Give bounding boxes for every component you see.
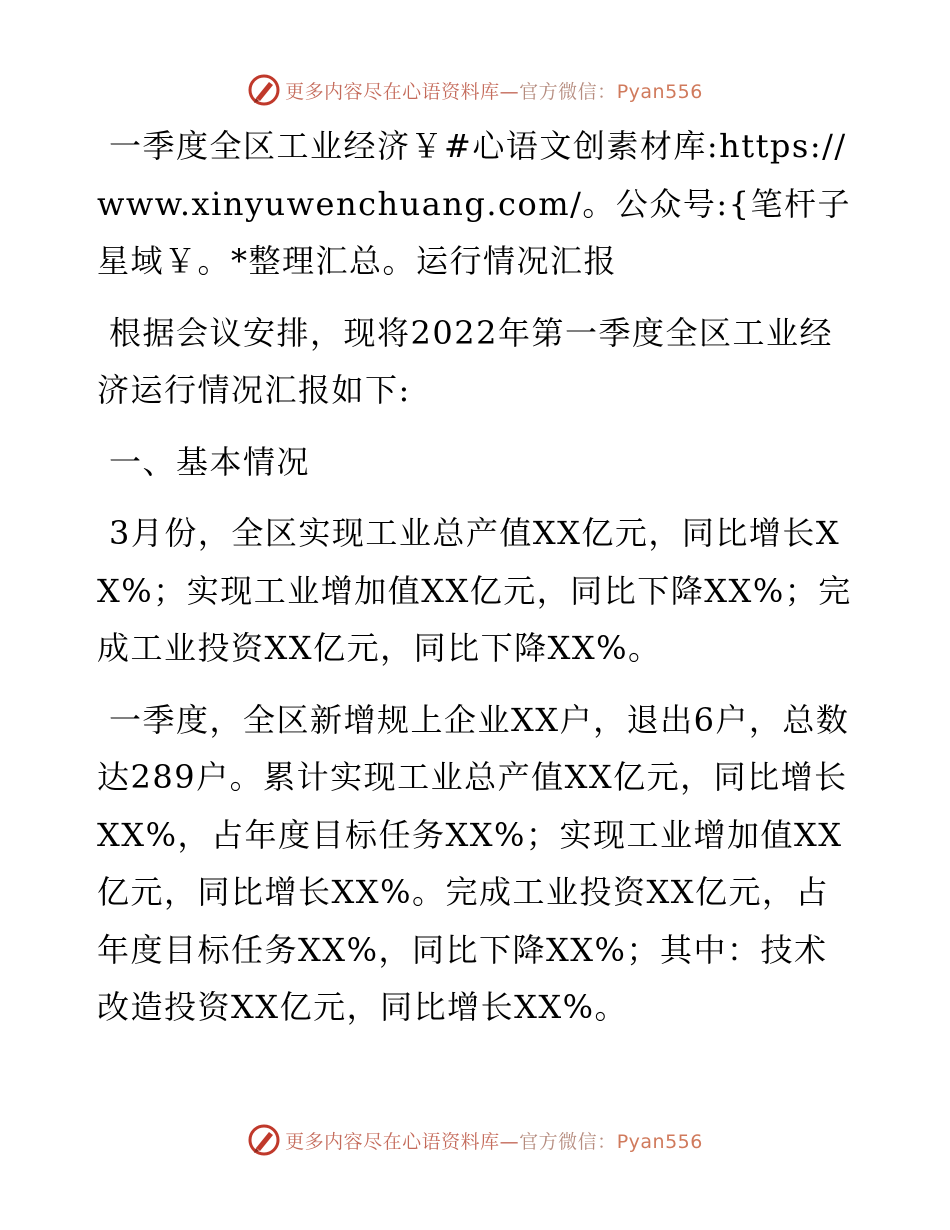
intro-paragraph: 根据会议安排，现将2022年第一季度全区工业经济运行情况汇报如下: bbox=[97, 313, 833, 409]
watermark-separator: — bbox=[499, 80, 520, 103]
pen-logo-icon bbox=[247, 73, 281, 107]
q1-summary-paragraph: 一季度，全区新增规上企业XX户，退出6户，总数达289户。累计实现工业总产值XX亿元，同比增长XX%，占年度目标任务XX%；实现工业增加值XX亿元，同比增长XX%。完成工业投资XX亿元，占年度目标任务XX%，同比下降XX%；其中：技术改造投资XX亿元，同比增长XX%。 bbox=[97, 700, 850, 1026]
march-summary-paragraph: 3月份，全区实现工业总产值XX亿元，同比增长XX%；实现工业增加值XX亿元，同比下降XX%；完成工业投资XX亿元，同比下降XX%。 bbox=[97, 514, 852, 667]
watermark-main: 更多内容尽在心语资料库 bbox=[285, 80, 500, 103]
watermark-text bbox=[285, 77, 703, 104]
watermark-wechat-id: Pyan556 bbox=[616, 80, 703, 103]
watermark-wechat-id: Pyan556 bbox=[616, 1130, 703, 1153]
pen-logo-icon bbox=[247, 1123, 281, 1157]
watermark-main: 更多内容尽在心语资料库 bbox=[285, 1130, 500, 1153]
header-watermark bbox=[0, 70, 950, 110]
section-heading: 一、基本情况 bbox=[109, 442, 311, 481]
watermark-text bbox=[285, 1127, 703, 1154]
document-title-paragraph: 一季度全区工业经济￥#心语文创素材库:https://www.xinyuwenchuang.com/。公众号:{笔杆子星域￥。*整理汇总。运行情况汇报 bbox=[97, 127, 852, 280]
footer-watermark bbox=[0, 1120, 950, 1160]
watermark-wechat-label: 官方微信： bbox=[519, 80, 617, 103]
document-body bbox=[97, 118, 857, 1051]
watermark-separator: — bbox=[499, 1130, 520, 1153]
watermark-wechat-label: 官方微信： bbox=[519, 1130, 617, 1153]
